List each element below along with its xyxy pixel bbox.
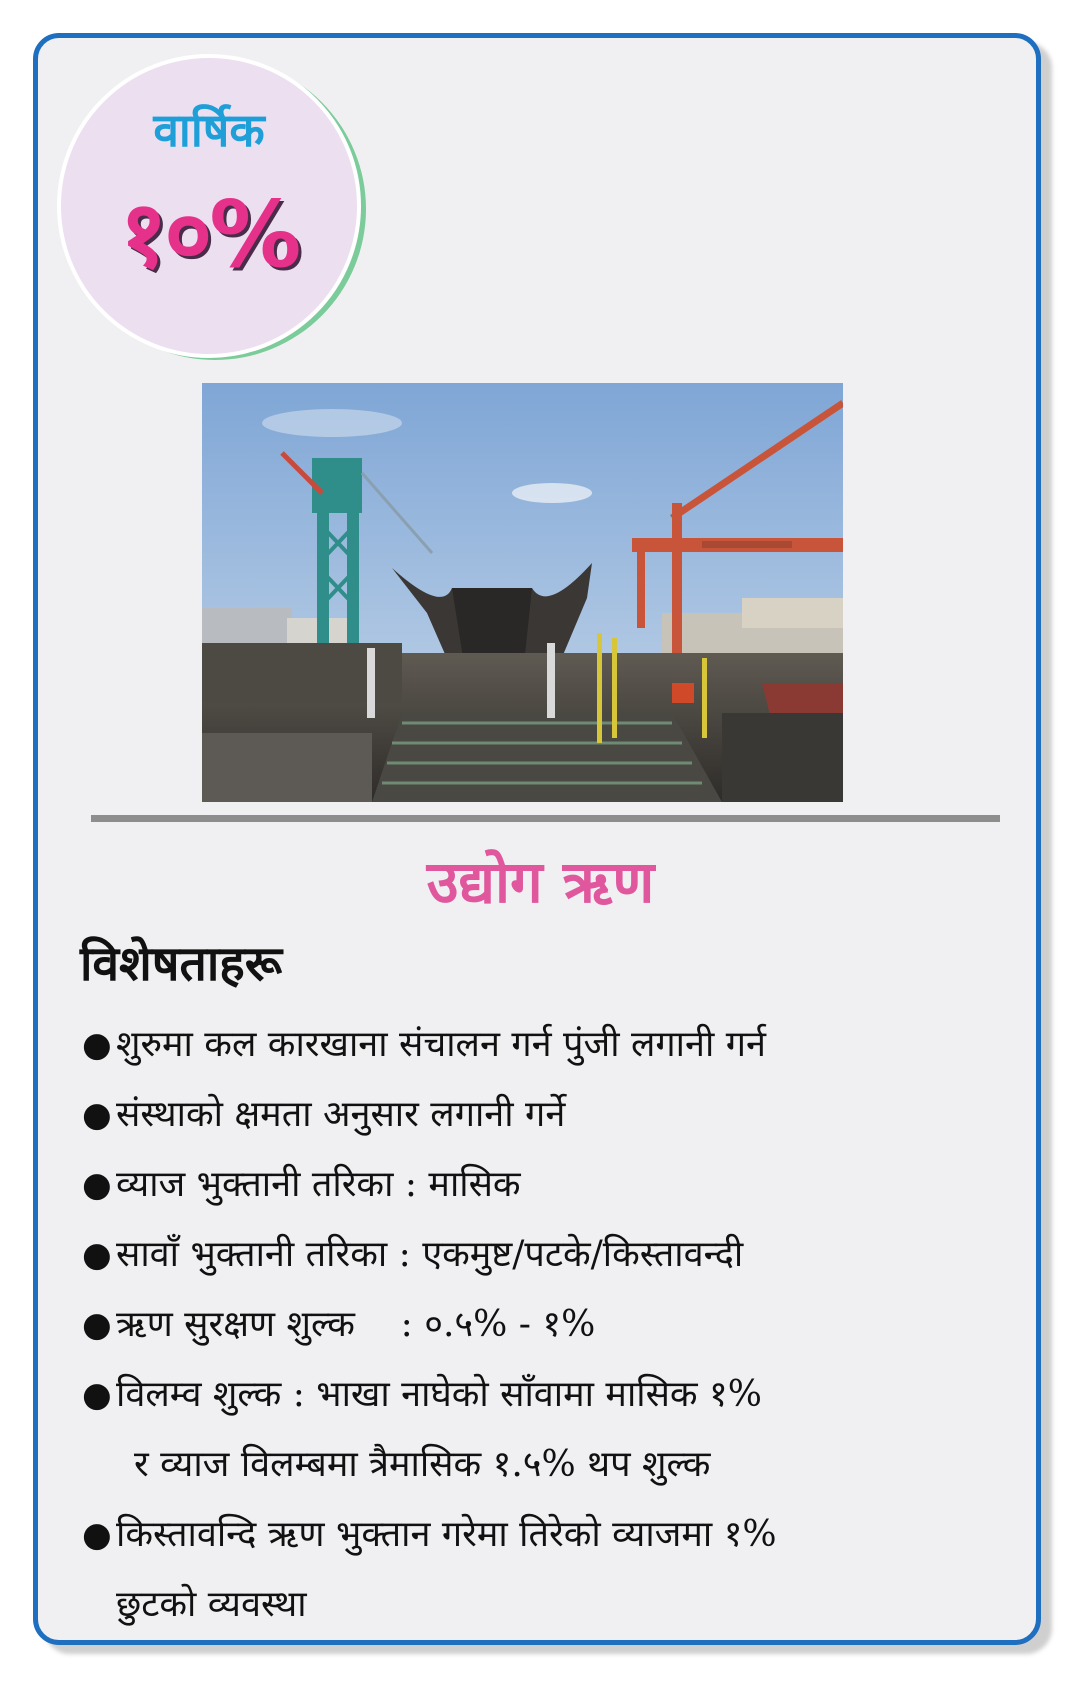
- bullet-icon: ●: [82, 1095, 112, 1135]
- feature-text: विलम्व शुल्क : भाखा नाघेको साँवामा मासिक १%: [116, 1374, 762, 1415]
- features-heading: विशेषताहरू: [80, 936, 283, 992]
- feature-item: [82, 1360, 1042, 1430]
- feature-item: [82, 1150, 1042, 1220]
- feature-text: किस्तावन्दि ऋण भुक्तान गरेमा तिरेको व्याजमा १%: [116, 1514, 777, 1555]
- feature-text-continued: र व्याज विलम्बमा त्रैमासिक १.५% थप शुल्क: [134, 1444, 711, 1485]
- shipyard-photo: [202, 383, 843, 802]
- bullet-icon: ●: [82, 1165, 112, 1205]
- feature-text: सावाँ भुक्तानी तरिका : एकमुष्ट/पटके/किस्तावन्दी: [116, 1234, 744, 1275]
- feature-item: [82, 1010, 1042, 1080]
- feature-continuation: [82, 1430, 1042, 1500]
- loan-title: उद्योग ऋण: [426, 848, 655, 916]
- feature-continuation: [82, 1570, 1042, 1640]
- badge-rate-value: १०%: [119, 181, 299, 288]
- bullet-icon: ●: [82, 1235, 112, 1275]
- feature-item: [82, 1220, 1042, 1290]
- bullet-icon: ●: [82, 1305, 112, 1345]
- feature-text-continued: छुटको व्यवस्था: [116, 1584, 307, 1625]
- feature-item: [82, 1080, 1042, 1150]
- section-divider: [91, 815, 1000, 822]
- bullet-icon: ●: [82, 1375, 112, 1415]
- feature-text: ऋण सुरक्षण शुल्क : ०.५% - १%: [116, 1304, 596, 1345]
- features-list: [82, 1010, 1042, 1640]
- bullet-icon: ●: [82, 1025, 112, 1065]
- bullet-icon: ●: [82, 1515, 112, 1555]
- feature-text: संस्थाको क्षमता अनुसार लगानी गर्ने: [116, 1094, 566, 1135]
- badge-label: वार्षिक: [153, 103, 265, 157]
- feature-item: [82, 1290, 1042, 1360]
- feature-text: शुरुमा कल कारखाना संचालन गर्न पुंजी लगानी गर्न: [116, 1024, 766, 1065]
- feature-item: [82, 1500, 1042, 1570]
- interest-rate-badge: [57, 54, 361, 358]
- feature-text: व्याज भुक्तानी तरिका : मासिक: [116, 1164, 521, 1205]
